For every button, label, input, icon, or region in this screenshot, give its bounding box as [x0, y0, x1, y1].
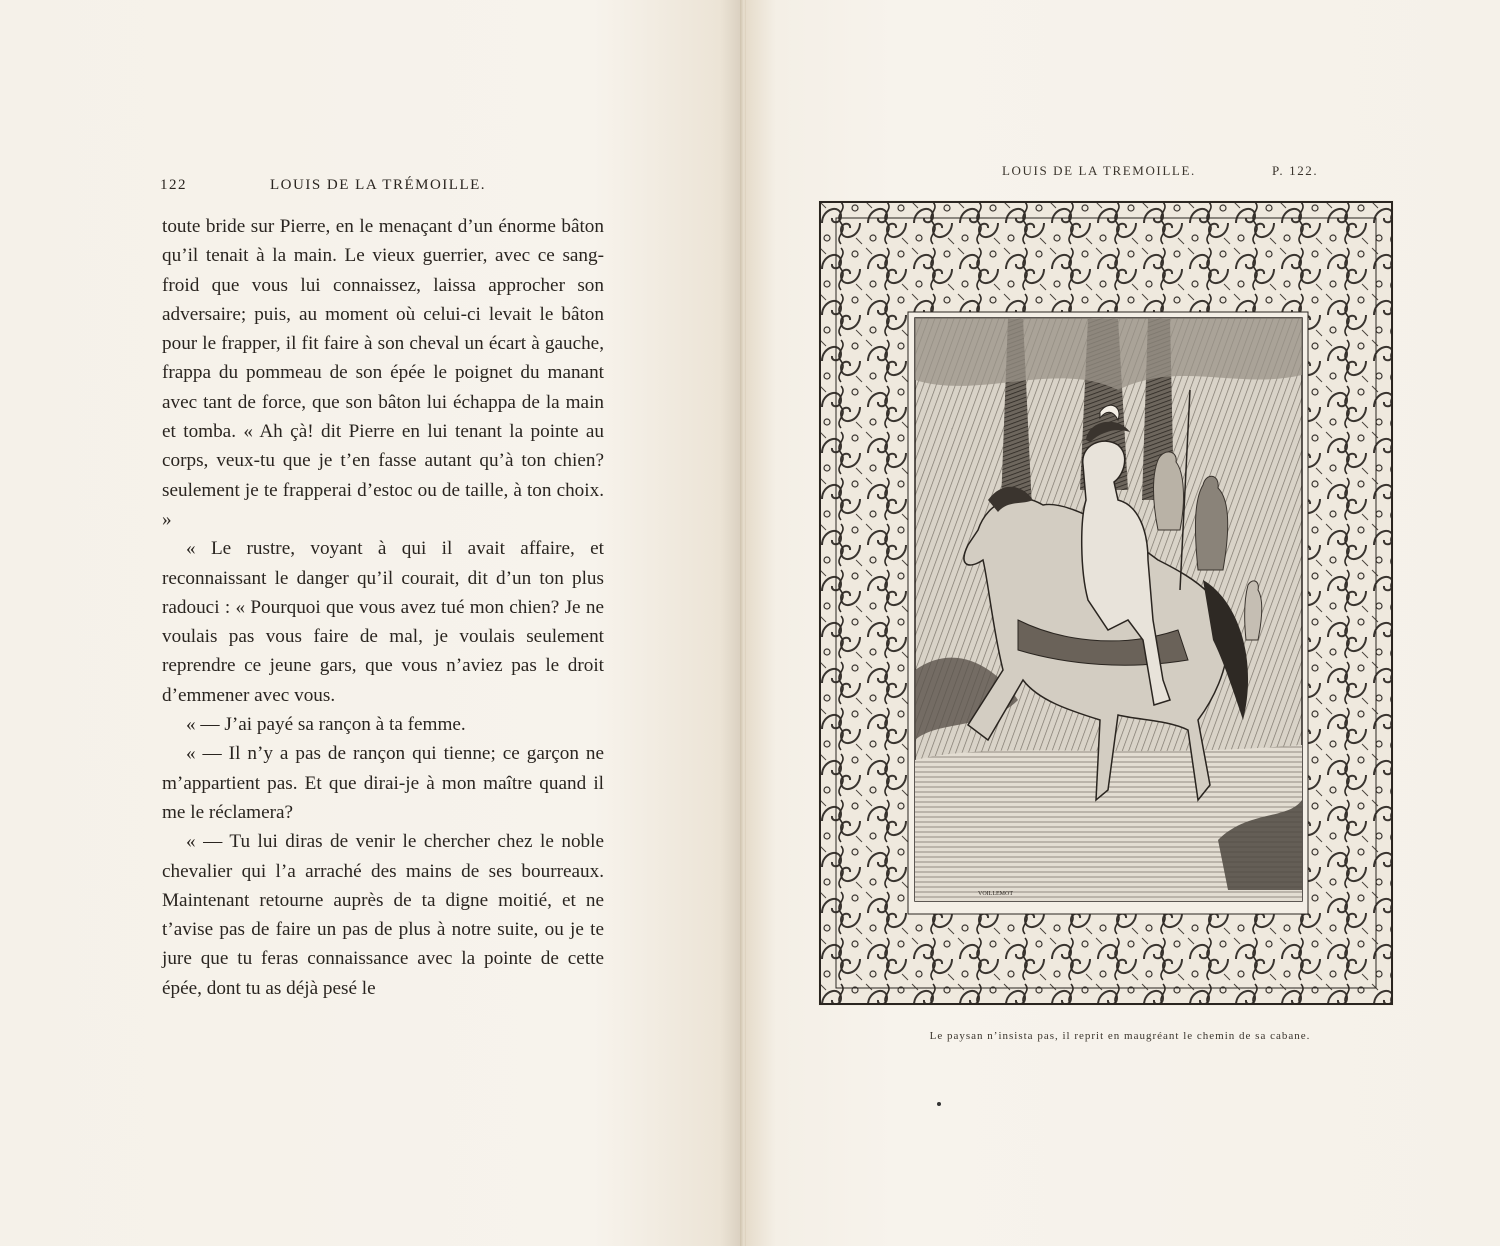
- left-running-head: [160, 177, 610, 199]
- paragraph: « — Tu lui diras de venir le chercher chez le noble chevalier qui l’a arraché des mains de ses bourreaux. Maintenant retourne auprès de ta digne moitié, et ne t’avise pas de faire un pas de plus à notre suite, ou je te jure que tu feras connaissance avec la pointe de cette épée, dont tu as déjà pesé le: [162, 831, 604, 999]
- right-running-head: [1002, 163, 1322, 183]
- engraving-plate: [818, 200, 1394, 1006]
- running-title-left: LOUIS DE LA TRÉMOILLE.: [270, 177, 487, 193]
- page-number: 122: [160, 177, 187, 193]
- left-page: [0, 0, 742, 1246]
- running-title-right: LOUIS DE LA TREMOILLE.: [1002, 163, 1196, 178]
- body-text: [162, 212, 604, 1003]
- engraver-signature: VOILLEMOT: [978, 891, 1013, 897]
- paragraph: « — J’ai payé sa rançon à ta femme.: [186, 714, 466, 736]
- plate-caption: Le paysan n’insista pas, il reprit en maugréant le chemin de sa cabane.: [929, 1030, 1311, 1042]
- paragraph: « — Il n’y a pas de rançon qui tienne; ce garçon ne m’appartient pas. Et que dirai-je à mon maître quand il me le réclamera?: [162, 743, 604, 823]
- paper-speck: [937, 1102, 941, 1106]
- ornamental-frame-illustration: [818, 200, 1394, 1006]
- paragraph: « Le rustre, voyant à qui il avait affaire, et reconnaissant le danger qu’il courait, dit d’un ton plus radouci : « Pourquoi que vous avez tué mon chien? Je ne voulais pas vous faire de mal, je voulais seulement reprendre ce jeune gars, que vous n’aviez pas le droit d’emmener avec vous.: [162, 538, 604, 706]
- paragraph: toute bride sur Pierre, en le menaçant d’un énorme bâton qu’il tenait à la main. Le vieux guerrier, avec ce sang-froid que vous lui connaissez, laissa approcher son adversaire; puis, au moment où celui-ci levait le bâton pour le frapper, il fit faire à son cheval un écart à gauche, frappa du pommeau de son épée le poignet du manant avec tant de force, que son bâton lui échappa de la main et tomba. « Ah çà! dit Pierre en lui tenant la pointe au corps, veux-tu que je t’en fasse autant qu’à ton chien? seulement je te frapperai d’estoc ou de taille, à ton choix. »: [162, 216, 604, 530]
- plate-page-reference: P. 122.: [1272, 163, 1319, 178]
